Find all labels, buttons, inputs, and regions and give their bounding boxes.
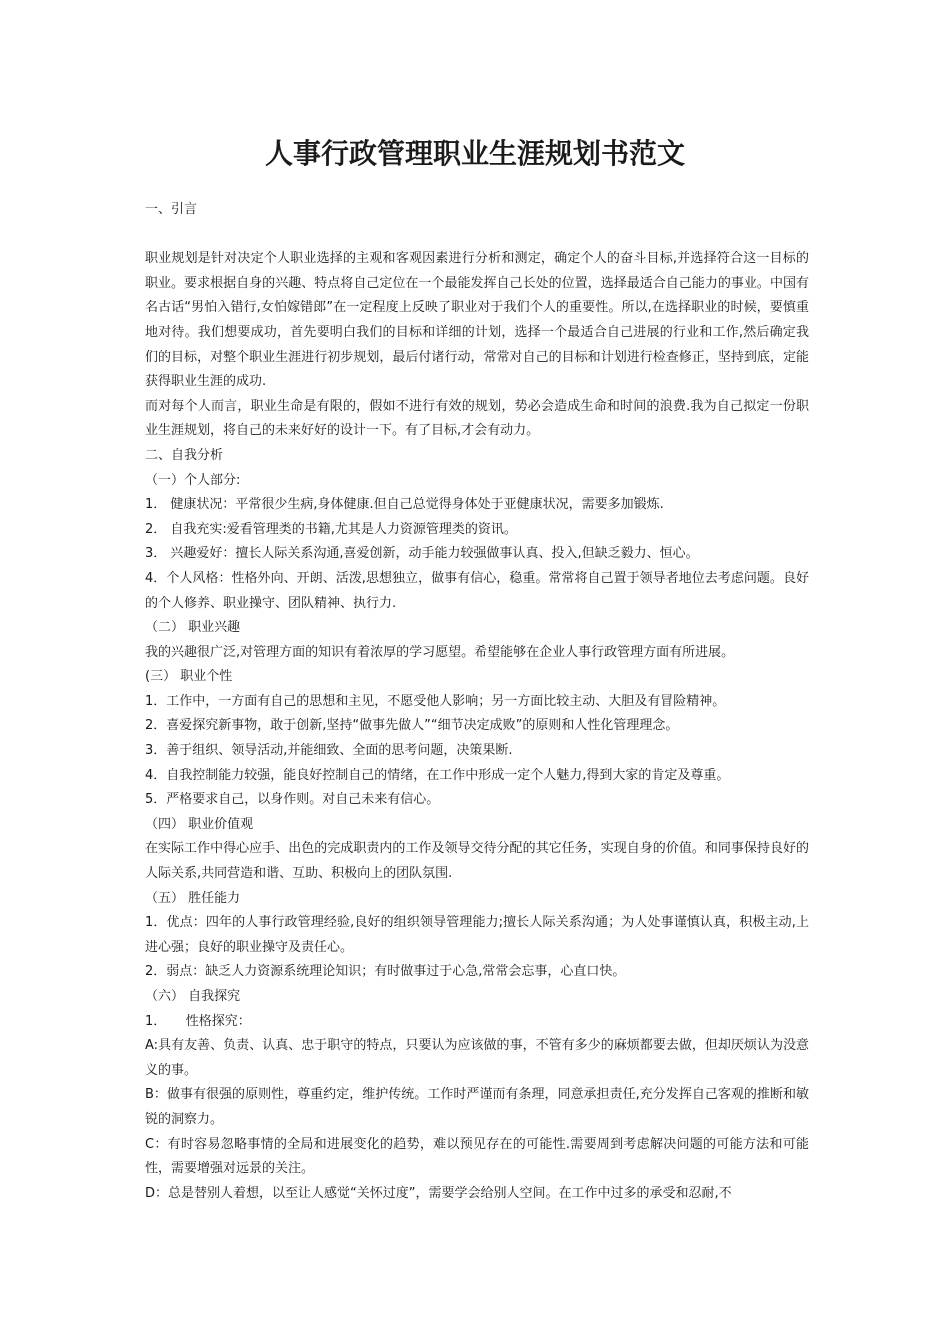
body-paragraph: 在实际工作中得心应手、出色的完成职责内的工作及领导交待分配的其它任务，实现自身的价值。和同事保持良好的人际关系,共同营造和谐、互助、积极向上的团队氛围. (145, 841, 809, 882)
list-item: 4．自我控制能力较强，能良好控制自己的情绪，在工作中形成一定个人魅力,得到大家的肯定及尊重。 (145, 767, 730, 783)
section-heading: 二、自我分析 (145, 447, 224, 463)
body-paragraph: 职业规划是针对决定个人职业选择的主观和客观因素进行分析和测定，确定个人的奋斗目标,并选择符合这一目标的职业。要求根据自身的兴趣、特点将自己定位在一个最能发挥自己长处的位置，选择最适合自己能力的事业。中国有名古话“男怕入错行,女怕嫁错郎”在一定程度上反映了职业对于我们个人的重要性。所以,在选择职业的时候，要慎重地对待。我们想要成功，首先要明白我们的目标和详细的计划，选择一个最适合自己进展的行业和工作,然后确定我们的目标，对整个职业生涯进行初步规划，最后付诸行动，常常对自己的目标和计划进行检查修正，坚持到底，定能获得职业生涯的成功. (145, 251, 809, 390)
list-item: 1． 健康状况：平常很少生病,身体健康.但自己总觉得身体处于亚健康状况，需要多加锻炼. (145, 497, 664, 513)
list-item: 2．喜爱探究新事物，敢于创新,坚持“做事先做人”“细节决定成败”的原则和人性化管理理念。 (145, 718, 679, 734)
subsection-heading: （一）个人部分: (145, 472, 241, 488)
blank-line (145, 223, 809, 248)
document-title: 人事行政管理职业生涯规划书范文 (264, 137, 685, 170)
subsection-heading: (三） 职业个性 (145, 669, 233, 685)
list-item: 2． 自我充实:爱看管理类的书籍,尤其是人力资源管理类的资讯。 (145, 521, 517, 537)
list-item: C：有时容易忽略事情的全局和进展变化的趋势，难以预见存在的可能性.需要周到考虑解决问题的可能方法和可能性，需要增强对远景的关注。 (145, 1136, 809, 1177)
list-item: 1．工作中，一方面有自己的思想和主见，不愿受他人影响；另一方面比较主动、大胆及有冒险精神。 (145, 693, 726, 709)
list-item: B：做事有很强的原则性，尊重约定，维护传统。工作时严谨而有条理，同意承担责任,充分发挥自己客观的推断和敏锐的洞察力。 (145, 1087, 809, 1127)
list-item: 1． 性格探究： (145, 1013, 251, 1029)
list-item: 3．善于组织、领导活动,并能细致、全面的思考问题，决策果断. (145, 743, 513, 759)
section-heading: 一、引言 (145, 202, 198, 217)
list-item: 3． 兴趣爱好：擅长人际关系沟通,喜爱创新，动手能力较强做事认真、投入,但缺乏毅力、恒心。 (145, 546, 699, 562)
subsection-heading: （四） 职业价值观 (145, 816, 254, 832)
subsection-heading: （五） 胜任能力 (145, 890, 241, 906)
list-item: A:具有友善、负责、认真、忠于职守的特点，只要认为应该做的事，不管有多少的麻烦都要去做，但却厌烦认为没意义的事。 (145, 1038, 809, 1078)
list-item: 5．严格要求自己，以身作则。对自己未来有信心。 (145, 792, 440, 808)
body-paragraph: 我的兴趣很广泛,对管理方面的知识有着浓厚的学习愿望。希望能够在企业人事行政管理方面有所进展。 (145, 644, 735, 660)
list-item: 1．优点：四年的人事行政管理经验,良好的组织领导管理能力;擅长人际关系沟通；为人处事谨慎认真，积极主动,上进心强；良好的职业操守及责任心。 (145, 915, 809, 955)
list-item: 2．弱点：缺乏人力资源系统理论知识；有时做事过于心急,常常会忘事，心直口快。 (145, 964, 626, 980)
list-item: D：总是替别人着想，以至让人感觉“关怀过度”，需要学会给别人空间。在工作中过多的承受和忍耐,不 (145, 1185, 732, 1201)
subsection-heading: （六） 自我探究 (145, 989, 241, 1004)
document-body (145, 198, 809, 1206)
list-item: 4．个人风格：性格外向、开朗、活泼,思想独立，做事有信心，稳重。常常将自己置于领导者地位去考虑问题。良好的个人修养、职业操守、团队精神、执行力. (145, 570, 809, 611)
subsection-heading: （二） 职业兴趣 (145, 620, 241, 636)
body-paragraph: 而对每个人而言，职业生命是有限的，假如不进行有效的规划，势必会造成生命和时间的浪费.我为自己拟定一份职业生涯规划，将自己的未来好好的设计一下。有了目标,才会有动力。 (145, 398, 809, 439)
